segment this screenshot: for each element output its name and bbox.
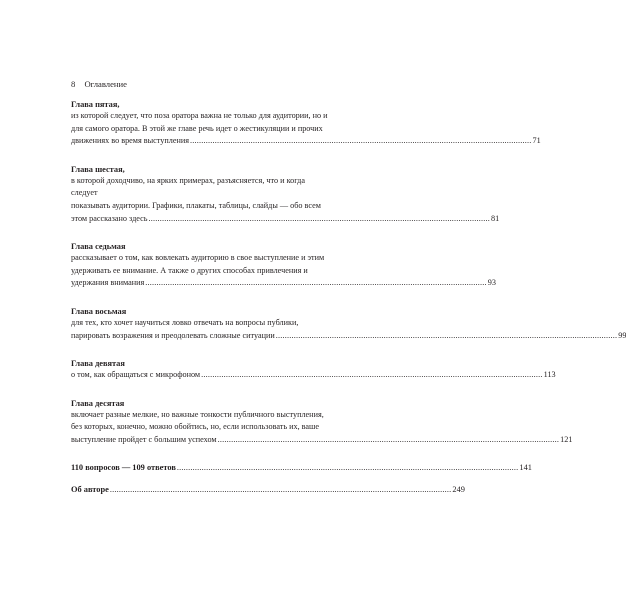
description-last-line [71, 369, 556, 382]
page-ref: 121 [560, 434, 573, 444]
table-of-contents [71, 99, 626, 507]
dot-leader: ........................................................................................................................................................ [176, 462, 519, 472]
dot-leader: ........................................................................................................................................................ [217, 434, 560, 444]
dot-leader: ........................................................................................................................................................ [145, 278, 487, 288]
toc-entry-about-author[interactable] [71, 484, 465, 494]
page-number: 8 [71, 79, 76, 89]
entry-title: Об авторе [71, 484, 109, 494]
toc-entry-chapter-7[interactable] [71, 241, 496, 290]
page-ref: 99 [618, 330, 626, 340]
page-ref: 141 [519, 462, 532, 472]
toc-line [71, 462, 532, 472]
page-ref: 71 [532, 136, 541, 146]
description-line: удерживать ее внимание. А также о других способах привлечения и [71, 265, 308, 275]
chapter-description [71, 317, 626, 342]
dot-leader: ........................................................................................................................................................ [201, 370, 543, 380]
dot-leader: ........................................................................................................................................................ [109, 484, 452, 494]
description-line: для тех, кто хочет научиться ловко отвечать на вопросы публики, [71, 317, 299, 327]
chapter-description [71, 110, 541, 148]
toc-entry-chapter-10[interactable] [71, 398, 573, 447]
chapter-heading: Глава шестая, [71, 164, 125, 174]
description-last-line [71, 434, 573, 447]
description-line: рассказывает о том, как вовлекать аудиторию в свое выступление и этим [71, 253, 325, 263]
toc-entry-chapter-6[interactable] [71, 164, 500, 225]
chapter-description [71, 369, 556, 382]
description-line: в которой доходчиво, на ярких примерах, разъясняется, что и когда следует [71, 175, 305, 198]
page-ref: 93 [487, 278, 496, 288]
page-ref: 113 [543, 370, 556, 380]
description-line: без которых, конечно, можно обойтись, но, если использовать их, ваше [71, 422, 320, 432]
chapter-description [71, 409, 573, 447]
toc-entry-chapter-5[interactable] [71, 99, 541, 148]
dot-leader: ........................................................................................................................................................ [148, 213, 491, 223]
description-last-line [71, 213, 500, 226]
toc-entry-questions[interactable] [71, 462, 532, 472]
dot-leader: ........................................................................................................................................................ [275, 330, 618, 340]
description-last-line [71, 135, 541, 148]
page-ref: 249 [452, 484, 465, 494]
entry-title: 110 вопросов — 109 ответов [71, 462, 176, 472]
description-line: парировать возражения и преодолевать сложные ситуации [71, 330, 275, 340]
description-line: для самого оратора. В этой же главе речь идет о жестикуляции и прочих [71, 123, 323, 133]
running-head-title: Оглавление [84, 79, 127, 89]
chapter-description [71, 252, 496, 290]
chapter-heading: Глава восьмая [71, 306, 127, 316]
running-head [71, 79, 127, 89]
description-line: из которой следует, что поза оратора важна не только для аудитории, но и [71, 111, 328, 120]
description-last-line [71, 277, 496, 290]
page-ref: 81 [491, 213, 500, 223]
description-line: о том, как обращаться с микрофоном [71, 370, 201, 380]
description-line: выступление пройдет с большим успехом [71, 434, 217, 444]
toc-entry-chapter-9[interactable] [71, 358, 556, 382]
toc-line [71, 484, 465, 494]
chapter-heading: Глава девятая [71, 359, 125, 369]
chapter-heading: Глава седьмая [71, 242, 126, 252]
description-line: этом рассказано здесь [71, 213, 148, 223]
toc-entry-chapter-8[interactable] [71, 306, 626, 342]
description-line: движениях во время выступления [71, 136, 189, 146]
description-line: удержания внимания [71, 278, 145, 288]
chapter-description [71, 175, 500, 225]
chapter-heading: Глава десятая [71, 398, 125, 408]
description-last-line [71, 330, 626, 343]
description-line: включает разные мелкие, но важные тонкости публичного выступления, [71, 409, 324, 419]
chapter-heading: Глава пятая, [71, 100, 120, 109]
dot-leader: ........................................................................................................................................................ [190, 136, 532, 146]
description-line: показывать аудитории. Графики, плакаты, таблицы, слайды — обо всем [71, 200, 321, 210]
